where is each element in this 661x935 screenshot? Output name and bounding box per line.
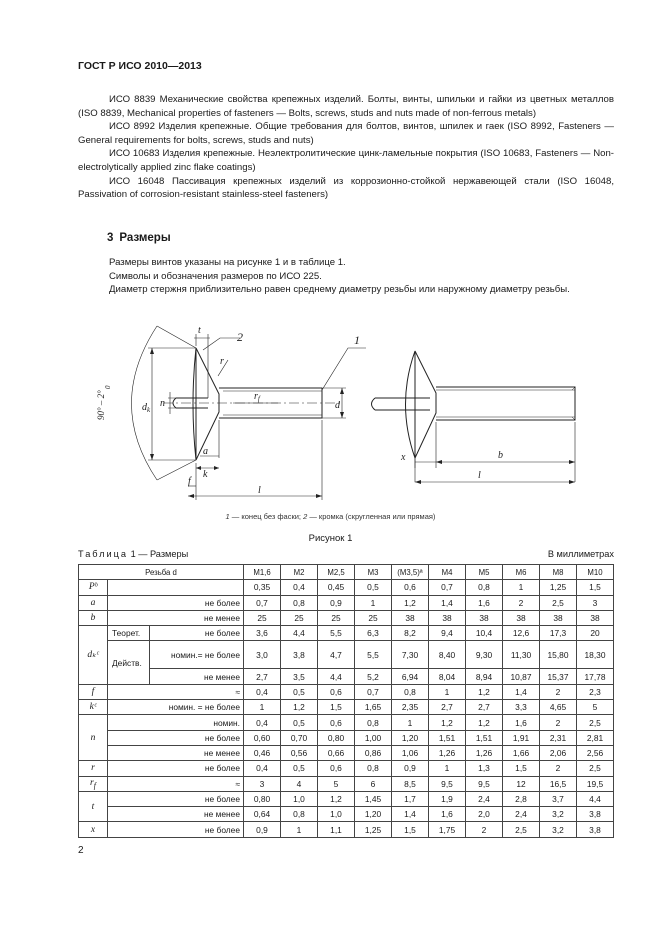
- legend-text-2: — кромка (скругленная или прямая): [307, 512, 436, 521]
- row-symbol: [79, 776, 108, 791]
- table-caption: [78, 549, 188, 559]
- label-a: a: [203, 446, 208, 457]
- table-cell: 1,2: [466, 684, 503, 699]
- row-symbol-text: r: [90, 777, 94, 788]
- table-cell: 1: [392, 715, 429, 730]
- table-cell: 2: [540, 684, 577, 699]
- table-cell: 1,0: [281, 791, 318, 806]
- table-cell: 1,75: [429, 822, 466, 837]
- table-row-r: [79, 761, 614, 776]
- table-cell: 3: [577, 595, 614, 610]
- label-d: d: [335, 400, 340, 411]
- label-b: b: [498, 450, 503, 461]
- table-cell: 2,81: [577, 730, 614, 745]
- table-header-row: [79, 565, 614, 580]
- table-cell: 1,6: [429, 807, 466, 822]
- table-cell: 3,8: [577, 807, 614, 822]
- table-cell: 2,56: [577, 745, 614, 760]
- row-symbol: [79, 580, 108, 595]
- table-cell: 1,5: [503, 761, 540, 776]
- table-cell: 1: [355, 595, 392, 610]
- figure-caption: Рисунок 1: [308, 533, 353, 544]
- row-symbol: [79, 791, 108, 822]
- table-cell: 1,1: [318, 822, 355, 837]
- label-angle-group: [96, 385, 112, 420]
- table-row-k: [79, 700, 614, 715]
- row-symbol: [79, 684, 108, 699]
- row-symbol: [79, 700, 108, 715]
- reference-iso-10683: ИСО 10683 Изделия крепежные. Неэлектролитические цинк-ламельные покрытия (ISO 10683, Fasteners — Non-electrolytically applied zinc flake coatings): [78, 148, 614, 173]
- thread-size: M1,6: [244, 565, 281, 580]
- table-cell: 1,65: [355, 700, 392, 715]
- right-dimension-arrows: [415, 460, 575, 484]
- table-cell: 2,06: [540, 745, 577, 760]
- label-t: t: [198, 325, 201, 336]
- callout-1-leader: [322, 348, 366, 390]
- right-shank: [436, 387, 575, 420]
- table-row-t-max: [79, 791, 614, 806]
- label-angle-sup: 0: [104, 385, 112, 389]
- label-dk-sub: k: [147, 406, 151, 414]
- label-dk-main: d: [142, 402, 147, 413]
- label-n: n: [160, 398, 165, 409]
- table-cell: 1,9: [429, 791, 466, 806]
- table-cell: 11,30: [503, 641, 540, 669]
- table-row-f: [79, 684, 614, 699]
- table-cell: 1,00: [355, 730, 392, 745]
- table-row-x: [79, 822, 614, 837]
- row-symbol-text: t: [91, 801, 95, 812]
- thread-size: (M3,5)ª: [392, 565, 429, 580]
- table-cell: 0,9: [318, 595, 355, 610]
- table-cell: 38: [392, 610, 429, 625]
- table-cell: 2: [466, 822, 503, 837]
- label-dk: [142, 402, 151, 414]
- row-condition: не менее: [150, 669, 244, 684]
- table-cell: 0,6: [392, 580, 429, 595]
- screw-drawing: [78, 318, 614, 528]
- thread-size: M8: [540, 565, 577, 580]
- table-cell: 2,5: [503, 822, 540, 837]
- screw-drawing-svg: [78, 318, 614, 528]
- row-condition: не менее: [108, 807, 244, 822]
- table-cell: 3,8: [577, 822, 614, 837]
- label-rf-main: r: [254, 391, 258, 402]
- table-cell: 3,7: [540, 791, 577, 806]
- table-units: В миллиметрах: [547, 549, 614, 559]
- table-cell: 4,7: [318, 641, 355, 669]
- table-cell: 2,3: [577, 684, 614, 699]
- table-cell: 1: [244, 700, 281, 715]
- table-cell: 2,4: [466, 791, 503, 806]
- table-cell: 4,65: [540, 700, 577, 715]
- table-cell: 1: [281, 822, 318, 837]
- right-head-outline: [415, 351, 436, 458]
- table-cell: 25: [318, 610, 355, 625]
- paragraph-symbols: Символы и обозначения размеров по ИСО 225.: [109, 270, 322, 282]
- dk-dimension-line: [148, 348, 196, 460]
- table-cell: 9,4: [429, 626, 466, 641]
- table-cell: 16,5: [540, 776, 577, 791]
- row-symbol-text: kᶜ: [89, 702, 97, 713]
- table-cell: 0,86: [355, 745, 392, 760]
- table-cell: 1,0: [318, 807, 355, 822]
- table-cell: 0,56: [281, 745, 318, 760]
- table-cell: 0,8: [392, 684, 429, 699]
- table-cell: 1,6: [466, 595, 503, 610]
- row-symbol-text: Pᵇ: [88, 582, 98, 593]
- table-cell: 0,9: [244, 822, 281, 837]
- table-cell: 9,5: [466, 776, 503, 791]
- table-cell: 1,20: [392, 730, 429, 745]
- table-cell: 38: [466, 610, 503, 625]
- right-thread-lines: [436, 387, 575, 420]
- table-row-n-max: [79, 730, 614, 745]
- table-cell: 2: [503, 595, 540, 610]
- row-condition: не более: [108, 595, 244, 610]
- normative-references: [78, 93, 614, 202]
- thread-size: M10: [577, 565, 614, 580]
- label-k: k: [203, 469, 208, 480]
- table-cell: 3,8: [281, 641, 318, 669]
- table-cell: 0,5: [281, 715, 318, 730]
- table-cell: 1,7: [392, 791, 429, 806]
- table-cell: 8,94: [466, 669, 503, 684]
- table-cell: 0,6: [318, 684, 355, 699]
- table-cell: 2,35: [392, 700, 429, 715]
- table-cell: 3,3: [503, 700, 540, 715]
- table-row-n-nom: [79, 715, 614, 730]
- table-caption-prefix: Таблица: [78, 549, 129, 559]
- row-condition: не более: [150, 626, 244, 641]
- table-cell: 1: [503, 580, 540, 595]
- row-symbol-text: n: [90, 732, 96, 743]
- row-symbol-text: x: [90, 824, 96, 835]
- right-head-edge: [406, 351, 416, 458]
- table-cell: 2,5: [577, 715, 614, 730]
- dimensions-table-body: [79, 565, 614, 838]
- table-cell: 0,70: [281, 730, 318, 745]
- table-cell: 5: [318, 776, 355, 791]
- label-rf: [254, 391, 261, 403]
- table-cell: 8,40: [429, 641, 466, 669]
- table-cell: 1,26: [466, 745, 503, 760]
- table-row-b: [79, 610, 614, 625]
- row-condition: не более: [108, 822, 244, 837]
- table-cell: 2: [540, 761, 577, 776]
- row-condition: номин.: [108, 715, 244, 730]
- table-cell: 1,2: [429, 715, 466, 730]
- row-symbol-sub: f: [93, 780, 96, 790]
- reference-iso-8992: ИСО 8992 Изделия крепежные. Общие требования для болтов, винтов, шпилек и гаек (ISO 8992, Fasteners — General requirements for bolts, screws, studs and nuts): [78, 121, 614, 146]
- table-cell: 7,30: [392, 641, 429, 669]
- table-cell: 1,25: [355, 822, 392, 837]
- section-body: [78, 256, 614, 297]
- table-cell: 25: [281, 610, 318, 625]
- table-cell: 0,8: [355, 761, 392, 776]
- thread-size: M2,5: [318, 565, 355, 580]
- table-cell: 12,6: [503, 626, 540, 641]
- table-cell: 0,5: [355, 580, 392, 595]
- table-cell: 15,37: [540, 669, 577, 684]
- table-cell: 0,45: [318, 580, 355, 595]
- table-cell: 1,25: [540, 580, 577, 595]
- callout-2-leader: [203, 338, 240, 350]
- thread-size: M4: [429, 565, 466, 580]
- table-cell: 1,2: [466, 715, 503, 730]
- table-row-a: [79, 595, 614, 610]
- table-cell: 0,8: [281, 807, 318, 822]
- table-cell: 0,35: [244, 580, 281, 595]
- row-condition: ≈: [108, 684, 244, 699]
- row-symbol-text: r: [91, 763, 95, 774]
- table-cell: 1,45: [355, 791, 392, 806]
- thread-size: M6: [503, 565, 540, 580]
- label-l-right: l: [478, 470, 481, 481]
- callout-2-label: 2: [237, 330, 243, 344]
- table-cell: 0,7: [429, 580, 466, 595]
- table-cell: 1,4: [503, 684, 540, 699]
- table-cell: 38: [503, 610, 540, 625]
- table-cell: 2,7: [429, 700, 466, 715]
- row-condition: номин. = не более: [108, 700, 244, 715]
- table-cell: 1,91: [503, 730, 540, 745]
- row-symbol: [79, 822, 108, 837]
- table-cell: 0,7: [355, 684, 392, 699]
- legend-num-1: 1: [225, 512, 230, 521]
- table-row-dk-min: [79, 669, 614, 684]
- table-cell: 15,80: [540, 641, 577, 669]
- callout-1-label: 1: [354, 333, 360, 347]
- table-cell: 18,30: [577, 641, 614, 669]
- table-cell: 0,64: [244, 807, 281, 822]
- label-f: f: [188, 476, 191, 487]
- table-cell: 0,8: [281, 595, 318, 610]
- table-cell: 6: [355, 776, 392, 791]
- table-cell: 0,60: [244, 730, 281, 745]
- table-cell: 8,5: [392, 776, 429, 791]
- table-cell: 17,78: [577, 669, 614, 684]
- right-slot: [372, 398, 431, 410]
- table-cell: 5,2: [355, 669, 392, 684]
- paragraph-figure-ref: Размеры винтов указаны на рисунке 1 и в таблице 1.: [109, 257, 346, 268]
- table-cell: 2,31: [540, 730, 577, 745]
- table-cell: 0,4: [244, 761, 281, 776]
- row-symbol: [79, 626, 108, 685]
- row-symbol-text: f: [91, 686, 95, 697]
- row-symbol: [79, 715, 108, 761]
- table-cell: 10,87: [503, 669, 540, 684]
- label-l: l: [258, 485, 261, 496]
- reference-iso-16048: ИСО 16048 Пассивация крепежных изделий из коррозионно-стойкой нержавеющей стали (ISO 16048, Passivation of corrosion-resistant stainless-steel fasteners): [78, 175, 614, 201]
- table-cell: 0,80: [244, 791, 281, 806]
- table-cell: 1,06: [392, 745, 429, 760]
- table-cell: 3,6: [244, 626, 281, 641]
- row-condition: не более: [108, 761, 244, 776]
- table-cell: 2,0: [466, 807, 503, 822]
- row-condition: [108, 580, 244, 595]
- page-number: 2: [78, 845, 84, 856]
- table-cell: 5: [577, 700, 614, 715]
- right-extension-lines: [415, 422, 575, 482]
- table-cell: 0,80: [318, 730, 355, 745]
- table-cell: 4,4: [318, 669, 355, 684]
- table-cell: 3,2: [540, 822, 577, 837]
- table-cell: 38: [429, 610, 466, 625]
- legend-text-1: — конец без фаски;: [229, 512, 304, 521]
- table-cell: 1,20: [355, 807, 392, 822]
- left-view: [132, 326, 367, 500]
- reference-iso-8839: ИСО 8839 Механические свойства крепежных изделий. Болты, винты, шпильки и гайки из цветных металлов (ISO 8839, Mechanical properties of fasteners — Bolts, screws, studs and nuts made of non-ferrous metals): [78, 94, 614, 119]
- figure-legend: [0, 512, 661, 521]
- table-cell: 2,5: [540, 595, 577, 610]
- table-cell: 8,04: [429, 669, 466, 684]
- table-row-t-min: [79, 807, 614, 822]
- table-cell: 0,46: [244, 745, 281, 760]
- label-angle: 90° – 2°: [96, 390, 106, 420]
- thread-header: Резьба d: [79, 565, 244, 580]
- table-cell: 1,6: [503, 715, 540, 730]
- thread-size: M5: [466, 565, 503, 580]
- table-cell: 1,2: [281, 700, 318, 715]
- table-cell: 0,8: [355, 715, 392, 730]
- table-cell: 0,7: [244, 595, 281, 610]
- row-condition: номин.= не более: [150, 641, 244, 669]
- table-cell: 1,51: [429, 730, 466, 745]
- table-cell: 2,5: [577, 761, 614, 776]
- table-cell: 0,6: [318, 761, 355, 776]
- row-symbol: [79, 595, 108, 610]
- table-cell: 0,6: [318, 715, 355, 730]
- table-cell: 3,2: [540, 807, 577, 822]
- table-cell: 3,0: [244, 641, 281, 669]
- table-cell: 4,4: [577, 791, 614, 806]
- label-x: x: [401, 452, 406, 463]
- table-cell: 1,5: [577, 580, 614, 595]
- table-cell: 1,5: [318, 700, 355, 715]
- table-cell: 17,3: [540, 626, 577, 641]
- table-cell: 38: [577, 610, 614, 625]
- table-cell: 1,2: [392, 595, 429, 610]
- section-heading: [107, 232, 171, 244]
- table-cell: 5,5: [355, 641, 392, 669]
- table-cell: 2,4: [503, 807, 540, 822]
- row-condition: не менее: [108, 745, 244, 760]
- table-cell: 1,5: [392, 822, 429, 837]
- screw-head-outline: [196, 348, 219, 460]
- row-symbol: [79, 610, 108, 625]
- table-cell: 0,4: [244, 715, 281, 730]
- table-cell: 1,51: [466, 730, 503, 745]
- table-cell: 0,9: [392, 761, 429, 776]
- row-condition: не менее: [108, 610, 244, 625]
- standard-header: ГОСТ Р ИСО 2010—2013: [78, 60, 202, 72]
- table-cell: 2,7: [466, 700, 503, 715]
- table-cell: 6,3: [355, 626, 392, 641]
- table-cell: 0,4: [281, 580, 318, 595]
- table-cell: 1: [429, 761, 466, 776]
- table-cell: 1,2: [318, 791, 355, 806]
- table-cell: 1,3: [466, 761, 503, 776]
- row-symbol-text: a: [90, 597, 96, 608]
- table-cell: 1,26: [429, 745, 466, 760]
- table-cell: 38: [540, 610, 577, 625]
- table-row-rf: [79, 776, 614, 791]
- table-cell: 4,4: [281, 626, 318, 641]
- table-cell: 2: [540, 715, 577, 730]
- table-cell: 9,30: [466, 641, 503, 669]
- table-cell: 25: [355, 610, 392, 625]
- table-row-P: [79, 580, 614, 595]
- row-symbol-text: dₖᶜ: [87, 650, 99, 661]
- table-cell: 0,5: [281, 684, 318, 699]
- table-cell: 19,5: [577, 776, 614, 791]
- table-cell: 2,7: [244, 669, 281, 684]
- drawing-labels: [96, 325, 503, 496]
- table-cell: 6,94: [392, 669, 429, 684]
- table-cell: 2,8: [503, 791, 540, 806]
- table-cell: 0,8: [466, 580, 503, 595]
- table-cell: 1,66: [503, 745, 540, 760]
- row-subcategory: Действ.: [108, 641, 150, 684]
- table-cell: 4: [281, 776, 318, 791]
- label-r: r: [220, 356, 224, 367]
- table-cell: 10,4: [466, 626, 503, 641]
- dimensions-table: [78, 564, 614, 838]
- thread-size: M2: [281, 565, 318, 580]
- table-cell: 9,5: [429, 776, 466, 791]
- section-number: 3: [107, 232, 114, 244]
- row-subcategory: Теорет.: [108, 626, 150, 641]
- table-cell: 5,5: [318, 626, 355, 641]
- table-cell: 25: [244, 610, 281, 625]
- table-cell: 8,2: [392, 626, 429, 641]
- legend-num-2: 2: [303, 512, 308, 521]
- table-cell: 3,5: [281, 669, 318, 684]
- table-row-n-min: [79, 745, 614, 760]
- table-cell: 3: [244, 776, 281, 791]
- table-cell: 20: [577, 626, 614, 641]
- label-rf-sub: f: [257, 395, 260, 403]
- table-cell: 1,4: [392, 807, 429, 822]
- table-cell: 0,66: [318, 745, 355, 760]
- table-row-dk-theor: [79, 626, 614, 641]
- row-symbol-text: b: [90, 613, 96, 624]
- row-condition: не более: [108, 791, 244, 806]
- row-condition: не более: [108, 730, 244, 745]
- dimension-arrows: [150, 348, 344, 498]
- table-cell: 1,4: [429, 595, 466, 610]
- table-cell: 12: [503, 776, 540, 791]
- paragraph-shank-diameter: Диаметр стержня приблизительно равен среднему диаметру резьбы или наружному диаметру резьбы.: [109, 284, 570, 296]
- row-symbol: [79, 761, 108, 776]
- section-title: Размеры: [119, 232, 171, 244]
- table-cell: 0,5: [281, 761, 318, 776]
- table-row-dk-nom: [79, 641, 614, 669]
- table-caption-rest: 1 — Размеры: [128, 549, 189, 559]
- thread-size: M3: [355, 565, 392, 580]
- table-cell: 0,4: [244, 684, 281, 699]
- table-cell: 1: [429, 684, 466, 699]
- row-condition: ≈: [108, 776, 244, 791]
